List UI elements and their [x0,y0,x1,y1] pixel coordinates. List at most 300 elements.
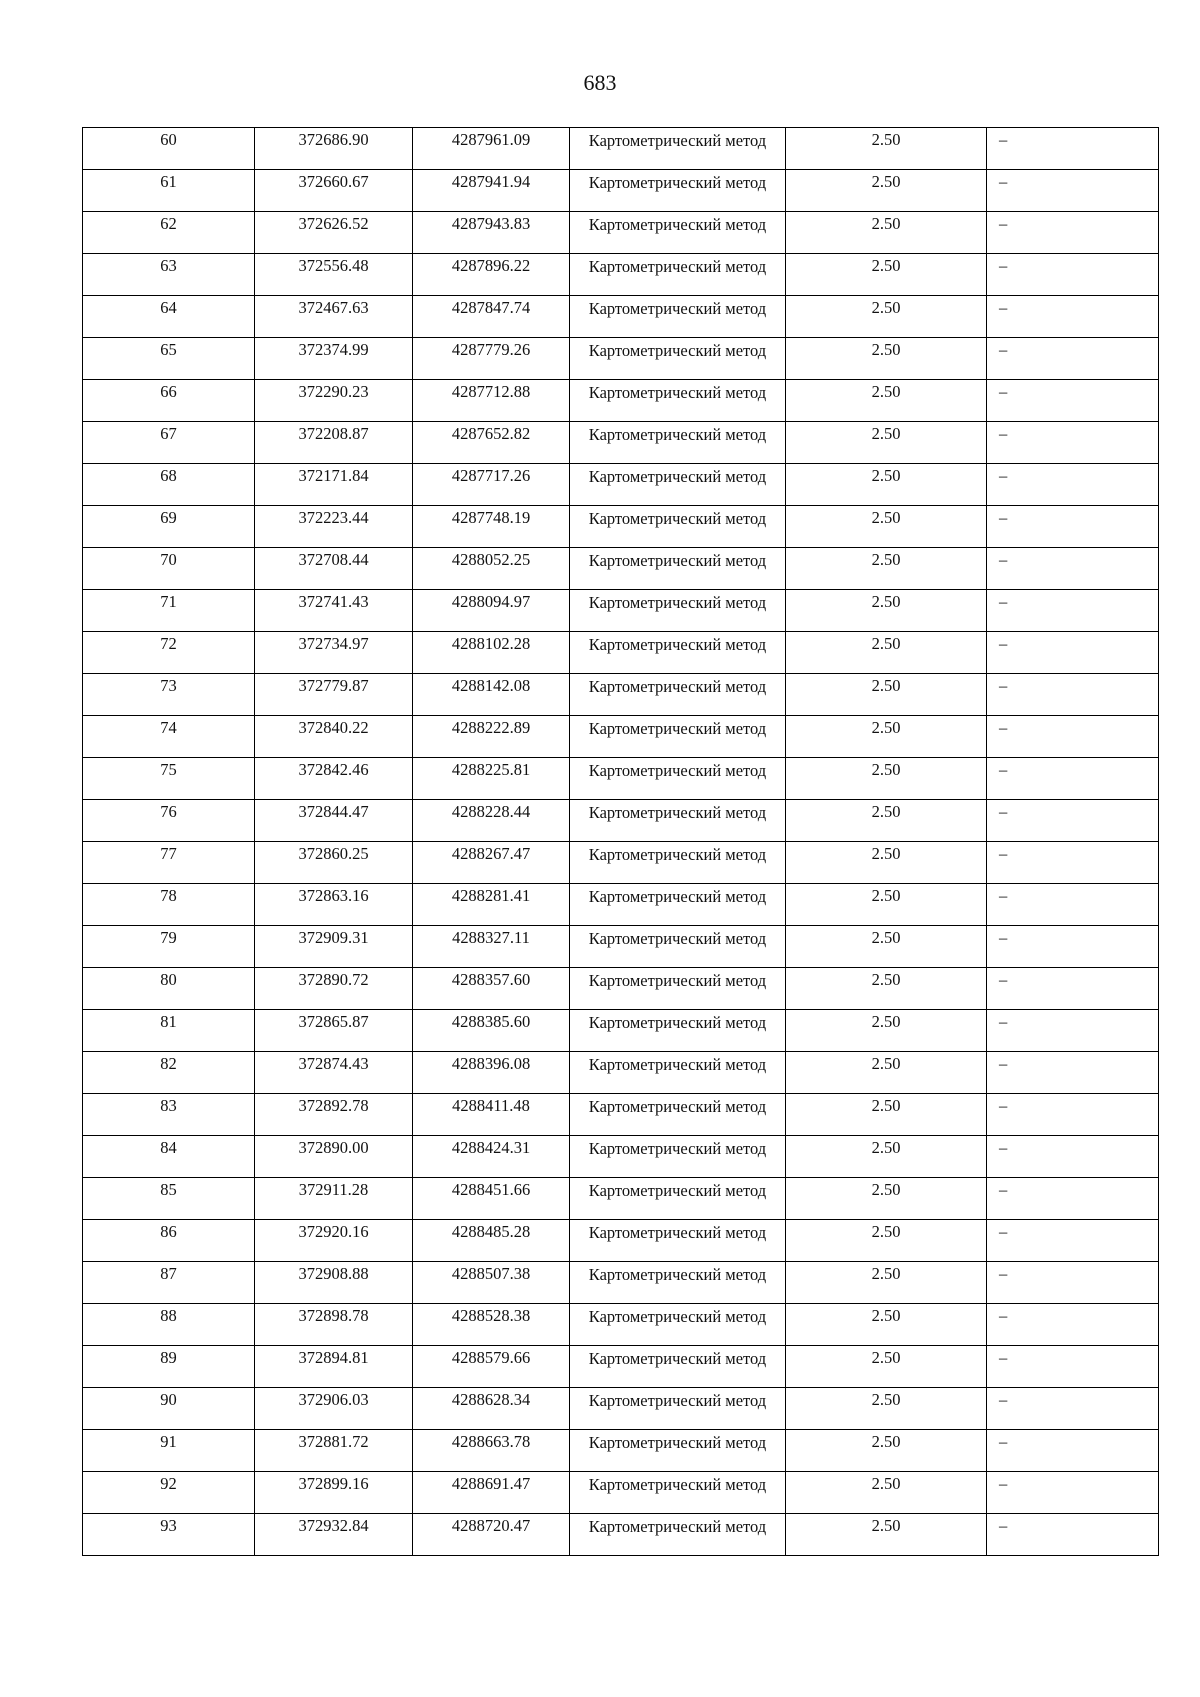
accuracy-cell [786,758,987,800]
accuracy-cell [786,170,987,212]
table-row [83,1430,1159,1472]
point-number-cell-text: 84 [160,1138,177,1157]
accuracy-cell [786,632,987,674]
note-cell-text: – [999,1432,1008,1451]
table-row [83,1262,1159,1304]
method-cell [570,884,786,926]
point-number-cell-text: 81 [160,1012,177,1031]
table-row [83,506,1159,548]
method-cell [570,1136,786,1178]
x-coordinate-cell [255,548,413,590]
y-coordinate-cell-text: 4288691.47 [451,1474,531,1493]
accuracy-cell [786,1262,987,1304]
method-cell-text: Картометрический метод [588,1097,767,1116]
x-coordinate-cell-text: 372908.88 [298,1264,369,1283]
point-number-cell [83,716,255,758]
method-cell-text: Картометрический метод [588,1349,767,1368]
method-cell [570,1178,786,1220]
point-number-cell [83,1346,255,1388]
accuracy-cell [786,674,987,716]
table-row [83,926,1159,968]
point-number-cell [83,506,255,548]
accuracy-cell [786,1388,987,1430]
method-cell [570,674,786,716]
point-number-cell-text: 91 [160,1432,177,1451]
point-number-cell-text: 76 [160,802,177,821]
point-number-cell [83,1430,255,1472]
x-coordinate-cell [255,464,413,506]
y-coordinate-cell-text: 4288225.81 [451,760,531,779]
x-coordinate-cell [255,674,413,716]
point-number-cell [83,926,255,968]
x-coordinate-cell [255,380,413,422]
note-cell [987,548,1159,590]
point-number-cell-text: 61 [160,172,177,191]
y-coordinate-cell [413,212,570,254]
note-cell-text: – [999,214,1008,233]
note-cell [987,254,1159,296]
note-cell [987,590,1159,632]
note-cell-text: – [999,676,1008,695]
note-cell [987,380,1159,422]
method-cell-text: Картометрический метод [588,845,767,864]
note-cell [987,674,1159,716]
x-coordinate-cell [255,800,413,842]
point-number-cell [83,254,255,296]
table-row [83,1052,1159,1094]
note-cell [987,422,1159,464]
accuracy-cell-text: 2.50 [871,676,901,695]
point-number-cell-text: 78 [160,886,177,905]
accuracy-cell [786,926,987,968]
method-cell [570,1388,786,1430]
note-cell-text: – [999,844,1008,863]
note-cell [987,128,1159,170]
x-coordinate-cell-text: 372840.22 [298,718,369,737]
accuracy-cell [786,548,987,590]
note-cell [987,1304,1159,1346]
point-number-cell [83,1136,255,1178]
table-row [83,842,1159,884]
x-coordinate-cell-text: 372874.43 [298,1054,369,1073]
note-cell-text: – [999,634,1008,653]
accuracy-cell [786,968,987,1010]
note-cell-text: – [999,466,1008,485]
point-number-cell-text: 72 [160,634,177,653]
point-number-cell-text: 63 [160,256,177,275]
accuracy-cell-text: 2.50 [871,1516,901,1535]
y-coordinate-cell [413,254,570,296]
point-number-cell-text: 92 [160,1474,177,1493]
method-cell-text: Картометрический метод [588,173,767,192]
note-cell-text: – [999,1012,1008,1031]
y-coordinate-cell [413,1472,570,1514]
method-cell [570,632,786,674]
accuracy-cell-text: 2.50 [871,634,901,653]
x-coordinate-cell [255,590,413,632]
y-coordinate-cell [413,1178,570,1220]
note-cell [987,716,1159,758]
y-coordinate-cell [413,716,570,758]
y-coordinate-cell-text: 4288507.38 [451,1264,531,1283]
x-coordinate-cell-text: 372842.46 [298,760,369,779]
y-coordinate-cell [413,296,570,338]
point-number-cell-text: 87 [160,1264,177,1283]
note-cell [987,1094,1159,1136]
method-cell-text: Картометрический метод [588,131,767,150]
method-cell [570,1262,786,1304]
point-number-cell [83,464,255,506]
x-coordinate-cell [255,1514,413,1556]
method-cell-text: Картометрический метод [588,1055,767,1074]
y-coordinate-cell [413,380,570,422]
table-row [83,380,1159,422]
x-coordinate-cell-text: 372932.84 [298,1516,369,1535]
x-coordinate-cell [255,926,413,968]
accuracy-cell-text: 2.50 [871,340,901,359]
note-cell-text: – [999,172,1008,191]
accuracy-cell-text: 2.50 [871,1222,901,1241]
x-coordinate-cell-text: 372911.28 [298,1180,369,1199]
accuracy-cell-text: 2.50 [871,928,901,947]
x-coordinate-cell [255,1178,413,1220]
method-cell [570,422,786,464]
accuracy-cell-text: 2.50 [871,760,901,779]
coordinates-table [82,127,1159,1556]
x-coordinate-cell [255,506,413,548]
point-number-cell-text: 65 [160,340,177,359]
accuracy-cell [786,1304,987,1346]
y-coordinate-cell-text: 4288094.97 [451,592,531,611]
y-coordinate-cell-text: 4288222.89 [451,718,531,737]
table-row [83,170,1159,212]
y-coordinate-cell-text: 4287717.26 [451,466,531,485]
y-coordinate-cell [413,842,570,884]
accuracy-cell-text: 2.50 [871,592,901,611]
method-cell-text: Картометрический метод [588,1517,767,1536]
point-number-cell-text: 74 [160,718,177,737]
table-row [83,128,1159,170]
y-coordinate-cell [413,758,570,800]
note-cell-text: – [999,760,1008,779]
accuracy-cell-text: 2.50 [871,382,901,401]
accuracy-cell [786,1052,987,1094]
x-coordinate-cell-text: 372734.97 [298,634,369,653]
note-cell [987,1346,1159,1388]
note-cell-text: – [999,256,1008,275]
note-cell [987,968,1159,1010]
point-number-cell-text: 62 [160,214,177,233]
method-cell-text: Картометрический метод [588,299,767,318]
y-coordinate-cell [413,1052,570,1094]
x-coordinate-cell-text: 372890.72 [298,970,369,989]
method-cell [570,170,786,212]
accuracy-cell [786,716,987,758]
accuracy-cell [786,506,987,548]
method-cell [570,590,786,632]
point-number-cell-text: 70 [160,550,177,569]
accuracy-cell [786,254,987,296]
accuracy-cell-text: 2.50 [871,1138,901,1157]
table-row [83,422,1159,464]
method-cell-text: Картометрический метод [588,215,767,234]
point-number-cell [83,842,255,884]
y-coordinate-cell-text: 4287748.19 [451,508,531,527]
method-cell [570,968,786,1010]
note-cell [987,800,1159,842]
method-cell [570,926,786,968]
note-cell [987,338,1159,380]
x-coordinate-cell [255,296,413,338]
y-coordinate-cell-text: 4287943.83 [451,214,531,233]
point-number-cell-text: 82 [160,1054,177,1073]
note-cell [987,464,1159,506]
y-coordinate-cell-text: 4287779.26 [451,340,531,359]
y-coordinate-cell-text: 4287941.94 [451,172,531,191]
note-cell-text: – [999,592,1008,611]
note-cell-text: – [999,802,1008,821]
x-coordinate-cell [255,1472,413,1514]
y-coordinate-cell-text: 4288385.60 [451,1012,531,1031]
x-coordinate-cell-text: 372171.84 [298,466,369,485]
method-cell [570,1052,786,1094]
y-coordinate-cell [413,800,570,842]
y-coordinate-cell-text: 4288528.38 [451,1306,531,1325]
y-coordinate-cell-text: 4288579.66 [451,1348,531,1367]
note-cell [987,506,1159,548]
y-coordinate-cell-text: 4287847.74 [451,298,531,317]
x-coordinate-cell-text: 372556.48 [298,256,369,275]
note-cell [987,1010,1159,1052]
method-cell [570,1220,786,1262]
y-coordinate-cell-text: 4288327.11 [452,928,530,947]
x-coordinate-cell [255,758,413,800]
accuracy-cell [786,590,987,632]
x-coordinate-cell [255,1304,413,1346]
method-cell [570,548,786,590]
note-cell-text: – [999,298,1008,317]
accuracy-cell [786,884,987,926]
table-row [83,1472,1159,1514]
point-number-cell [83,632,255,674]
note-cell-text: – [999,340,1008,359]
method-cell-text: Картометрический метод [588,761,767,780]
x-coordinate-cell [255,1094,413,1136]
method-cell-text: Картометрический метод [588,425,767,444]
method-cell-text: Картометрический метод [588,1013,767,1032]
point-number-cell-text: 71 [160,592,177,611]
x-coordinate-cell-text: 372290.23 [298,382,369,401]
note-cell [987,1178,1159,1220]
table-row [83,590,1159,632]
y-coordinate-cell-text: 4288451.66 [451,1180,531,1199]
point-number-cell [83,758,255,800]
x-coordinate-cell-text: 372899.16 [298,1474,369,1493]
point-number-cell-text: 68 [160,466,177,485]
x-coordinate-cell [255,884,413,926]
point-number-cell [83,590,255,632]
method-cell-text: Картометрический метод [588,971,767,990]
table-body [83,128,1159,1556]
point-number-cell-text: 66 [160,382,177,401]
x-coordinate-cell [255,1262,413,1304]
x-coordinate-cell [255,1010,413,1052]
method-cell [570,506,786,548]
table-row [83,674,1159,716]
point-number-cell [83,422,255,464]
point-number-cell [83,338,255,380]
table-row [83,968,1159,1010]
table-row [83,1010,1159,1052]
point-number-cell-text: 89 [160,1348,177,1367]
y-coordinate-cell [413,1010,570,1052]
accuracy-cell-text: 2.50 [871,172,901,191]
method-cell-text: Картометрический метод [588,383,767,402]
method-cell [570,464,786,506]
method-cell-text: Картометрический метод [588,467,767,486]
table-row [83,884,1159,926]
note-cell [987,632,1159,674]
point-number-cell [83,674,255,716]
note-cell [987,296,1159,338]
x-coordinate-cell-text: 372898.78 [298,1306,369,1325]
y-coordinate-cell [413,1346,570,1388]
table-row [83,1094,1159,1136]
note-cell [987,1262,1159,1304]
x-coordinate-cell-text: 372844.47 [298,802,369,821]
x-coordinate-cell [255,1430,413,1472]
accuracy-cell [786,128,987,170]
accuracy-cell [786,842,987,884]
table-row [83,1220,1159,1262]
method-cell-text: Картометрический метод [588,1223,767,1242]
note-cell-text: – [999,382,1008,401]
x-coordinate-cell [255,1220,413,1262]
y-coordinate-cell-text: 4288228.44 [451,802,531,821]
accuracy-cell [786,1430,987,1472]
x-coordinate-cell [255,1388,413,1430]
y-coordinate-cell [413,338,570,380]
point-number-cell [83,170,255,212]
y-coordinate-cell [413,1220,570,1262]
point-number-cell-text: 60 [160,130,177,149]
accuracy-cell [786,380,987,422]
point-number-cell-text: 73 [160,676,177,695]
y-coordinate-cell-text: 4288424.31 [451,1138,531,1157]
y-coordinate-cell [413,1304,570,1346]
x-coordinate-cell [255,1052,413,1094]
accuracy-cell [786,1346,987,1388]
method-cell [570,1514,786,1556]
point-number-cell [83,800,255,842]
accuracy-cell [786,1514,987,1556]
y-coordinate-cell [413,968,570,1010]
x-coordinate-cell [255,632,413,674]
method-cell-text: Картометрический метод [588,551,767,570]
method-cell-text: Картометрический метод [588,929,767,948]
method-cell [570,380,786,422]
accuracy-cell-text: 2.50 [871,1474,901,1493]
accuracy-cell-text: 2.50 [871,298,901,317]
method-cell-text: Картометрический метод [588,719,767,738]
table-row [83,338,1159,380]
note-cell-text: – [999,1054,1008,1073]
accuracy-cell [786,338,987,380]
note-cell-text: – [999,970,1008,989]
note-cell [987,1388,1159,1430]
y-coordinate-cell [413,1430,570,1472]
accuracy-cell-text: 2.50 [871,844,901,863]
note-cell-text: – [999,1138,1008,1157]
x-coordinate-cell-text: 372894.81 [298,1348,369,1367]
note-cell [987,212,1159,254]
point-number-cell-text: 90 [160,1390,177,1409]
note-cell [987,1472,1159,1514]
note-cell [987,1220,1159,1262]
y-coordinate-cell [413,1094,570,1136]
point-number-cell [83,884,255,926]
accuracy-cell [786,296,987,338]
point-number-cell [83,548,255,590]
x-coordinate-cell-text: 372892.78 [298,1096,369,1115]
note-cell-text: – [999,1474,1008,1493]
x-coordinate-cell [255,716,413,758]
accuracy-cell-text: 2.50 [871,214,901,233]
note-cell-text: – [999,1180,1008,1199]
y-coordinate-cell [413,590,570,632]
accuracy-cell-text: 2.50 [871,970,901,989]
point-number-cell-text: 88 [160,1306,177,1325]
point-number-cell [83,1178,255,1220]
method-cell [570,254,786,296]
table-row [83,758,1159,800]
page-number: 683 [583,70,617,95]
point-number-cell [83,968,255,1010]
x-coordinate-cell [255,212,413,254]
y-coordinate-cell-text: 4287961.09 [451,130,531,149]
method-cell-text: Картометрический метод [588,593,767,612]
table-row [83,1136,1159,1178]
note-cell-text: – [999,508,1008,527]
note-cell-text: – [999,1096,1008,1115]
point-number-cell-text: 80 [160,970,177,989]
method-cell [570,1304,786,1346]
note-cell-text: – [999,1390,1008,1409]
x-coordinate-cell-text: 372708.44 [298,550,369,569]
accuracy-cell [786,1472,987,1514]
table-row [83,1388,1159,1430]
table-row [83,1514,1159,1556]
x-coordinate-cell-text: 372890.00 [298,1138,369,1157]
point-number-cell-text: 79 [160,928,177,947]
y-coordinate-cell [413,884,570,926]
accuracy-cell-text: 2.50 [871,886,901,905]
point-number-cell [83,1388,255,1430]
table-row [83,716,1159,758]
table-row [83,1346,1159,1388]
accuracy-cell-text: 2.50 [871,1390,901,1409]
method-cell-text: Картометрический метод [588,341,767,360]
method-cell [570,1010,786,1052]
y-coordinate-cell-text: 4287896.22 [451,256,531,275]
x-coordinate-cell-text: 372374.99 [298,340,369,359]
note-cell-text: – [999,130,1008,149]
accuracy-cell-text: 2.50 [871,466,901,485]
point-number-cell-text: 93 [160,1516,177,1535]
x-coordinate-cell-text: 372660.67 [298,172,369,191]
accuracy-cell-text: 2.50 [871,508,901,527]
accuracy-cell-text: 2.50 [871,256,901,275]
